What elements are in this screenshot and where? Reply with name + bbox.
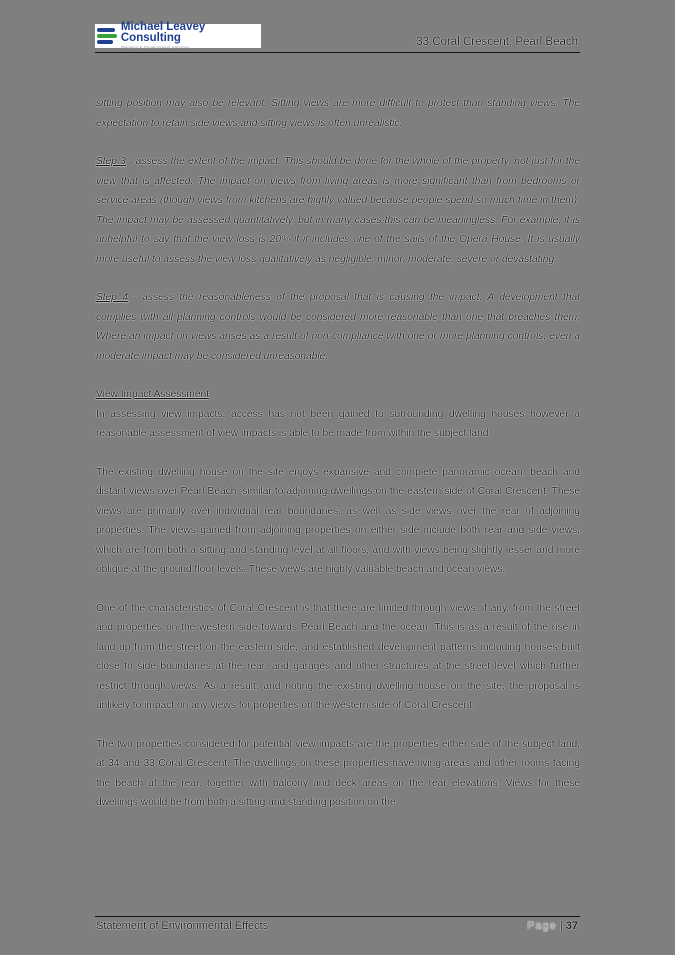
body-paragraph: One of the characteristics of Coral Crescent is that there are limited through views, if any, from the street and properties on the western side towards Pearl Beach and the ocean. This is as a result of the rise in land up from the street on the eastern side, and established development patterns including houses built close to side boundaries at the rear, and garages and other structures at the street level which further restrict through views. As a result, and noting the existing dwelling house on the site, the proposal is unlikely to impact on any views for properties on the western side of Coral Crescent. [96, 602, 580, 711]
section-heading: View Impact Assessment [96, 389, 210, 400]
swoosh-logo-icon [97, 26, 118, 46]
header-address: 33 Coral Crescent, Pearl Beach [416, 36, 578, 48]
step3-text: - assess the extent of the impact. This should be done for the whole of the property, not just for the view that is affected. The impact on views from living areas is more significant than from bedrooms or service areas (though views from kitchens are highly valued because people spend so much time in them). The impact may be assessed quantitatively, but in many cases this can be meaningless. For example, it is unhelpful to say that the view loss is 20% if it includes one of the sails of the Opera House. It is usually more useful to assess the view loss qualitatively as negligible, minor, moderate, severe or devastating. [96, 156, 580, 265]
intro-paragraph: sitting position may also be relevant. Sitting views are more difficult to protect than standing views. The expectation to retain side views and sitting views is often unrealistic. [96, 98, 580, 129]
body-paragraph: The two properties considered for potential view impacts are the properties either side of the subject land, at 34 and 33 Coral Crescent. The dwellings on these properties have living areas and other rooms facing the beach at the rear, together with balcony and deck areas on the rear elevations. Views for these dwellings would be from both a sitting and standing position on the [96, 738, 580, 808]
step3-paragraph [96, 152, 580, 269]
header-divider [95, 52, 580, 53]
document-body [96, 94, 580, 813]
step4-paragraph [96, 288, 580, 366]
step3-label: Step 3 [96, 156, 126, 167]
logo-tagline: Planning & Development Services [120, 44, 189, 50]
page-number: Page | 37 [527, 920, 578, 932]
body-paragraph: In assessing view impacts, access has not been gained to surrounding dwelling houses however a reasonable assessment of view impacts is able to be made from within the subject land. [96, 408, 580, 439]
step4-label: Step 4 [96, 292, 129, 303]
body-paragraph: The existing dwelling house on the site enjoys expansive and complete panoramic ocean, beach and distant views over Pearl Beach, similar to adjoining dwellings on the eastern side of Coral Crescent. These views are primarily over individual rear boundaries, as well as side views over the rear of adjoining properties. The views gained from adjoining properties on either side include both rear and side views, which are from both a sitting and standing level at all floors, and with views being slightly lesser and more oblique at the ground floor levels. These views are highly valuable beach and ocean views. [96, 466, 580, 575]
page-number-value: 37 [565, 920, 578, 932]
logo-company-name: Michael Leavey Consulting [120, 20, 206, 45]
company-logo [95, 20, 261, 50]
page-label: Page [527, 920, 557, 932]
footer-title: Statement of Environmental Effects [96, 920, 269, 932]
footer-divider [95, 916, 580, 917]
step4-text: - assess the reasonableness of the proposal that is causing the impact. A development that complies with all planning controls would be considered more reasonable than one that breaches them. Where an impact on views arises as a result of non-compliance with one or more planning controls, even a moderate impact may be considered unreasonable. [96, 292, 580, 362]
